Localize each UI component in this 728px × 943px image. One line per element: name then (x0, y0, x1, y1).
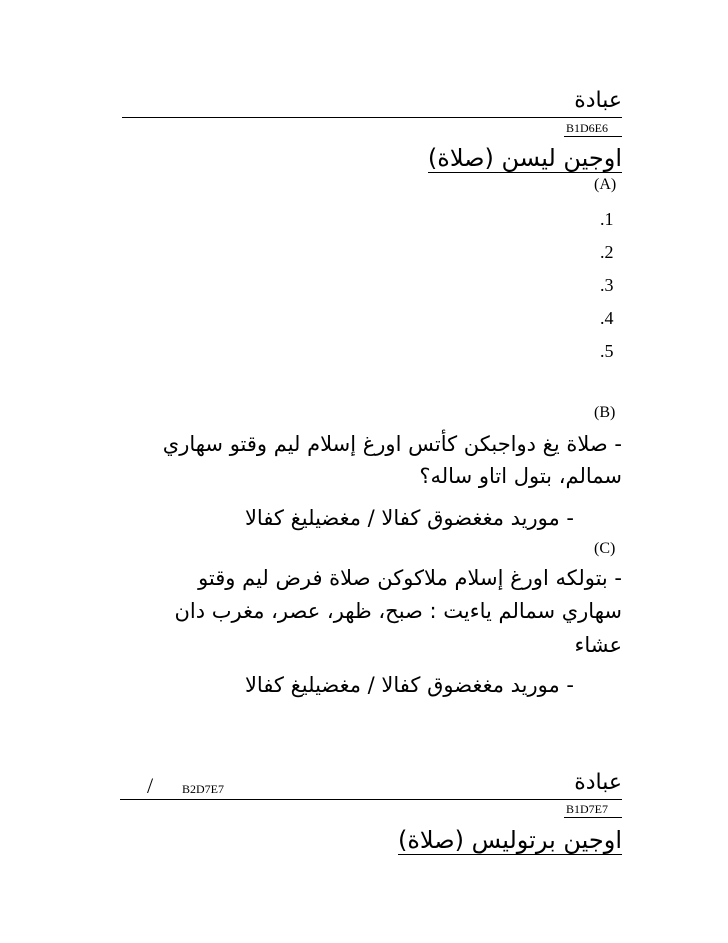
header-rule (122, 117, 622, 118)
list-item-number: .1 (600, 209, 614, 229)
code-underline (564, 136, 622, 137)
test-title-2 (262, 826, 622, 854)
competency-code-2: B1D7E7 (566, 802, 608, 816)
section-c-line3: عشاء (574, 633, 622, 657)
list-item-number: .5 (600, 341, 614, 361)
section-c-label: (C) (594, 540, 616, 557)
section-c-grade: - موريد مغغضوق كفالا / مغضيليغ كفالا (244, 673, 574, 697)
subject-heading-2: عبادة (574, 770, 622, 795)
code-underline-2 (564, 817, 622, 818)
test-title (302, 144, 622, 172)
section-c-line1: - بتولكه اورغ إسلام ملاكوكن صلاة فرض ليم وقتو (198, 566, 622, 590)
list-item-number: .4 (600, 308, 614, 328)
section-a-label: (A) (594, 176, 617, 193)
header-rule-2 (120, 799, 622, 800)
competency-code: B1D6E6 (566, 121, 608, 135)
section-b-question-line1: - صلاة يغ دواجبكن كأتس اورغ إسلام ليم وقتو سهاري (162, 432, 622, 456)
list-item-number: .2 (600, 242, 614, 262)
section-b-grade: - موريد مغغضوق كفالا / مغضيليغ كفالا (244, 506, 574, 530)
left-competency-code: B2D7E7 (182, 782, 224, 796)
slash-mark: / (147, 773, 154, 798)
test-title-text: اوجين ليسن (صلاة) (427, 144, 622, 172)
section-b-question-line2: سمالم، بتول اتاو ساله؟ (419, 464, 622, 488)
section-c-line2: سهاري سمالم ياءيت : صبح، ظهر، عصر، مغرب دان (174, 599, 622, 623)
list-item-number: .3 (600, 275, 614, 295)
test-title-2-text: اوجين برتوليس (صلاة) (397, 826, 622, 854)
section-b-label: (B) (594, 404, 616, 421)
subject-heading: عبادة (574, 88, 622, 113)
